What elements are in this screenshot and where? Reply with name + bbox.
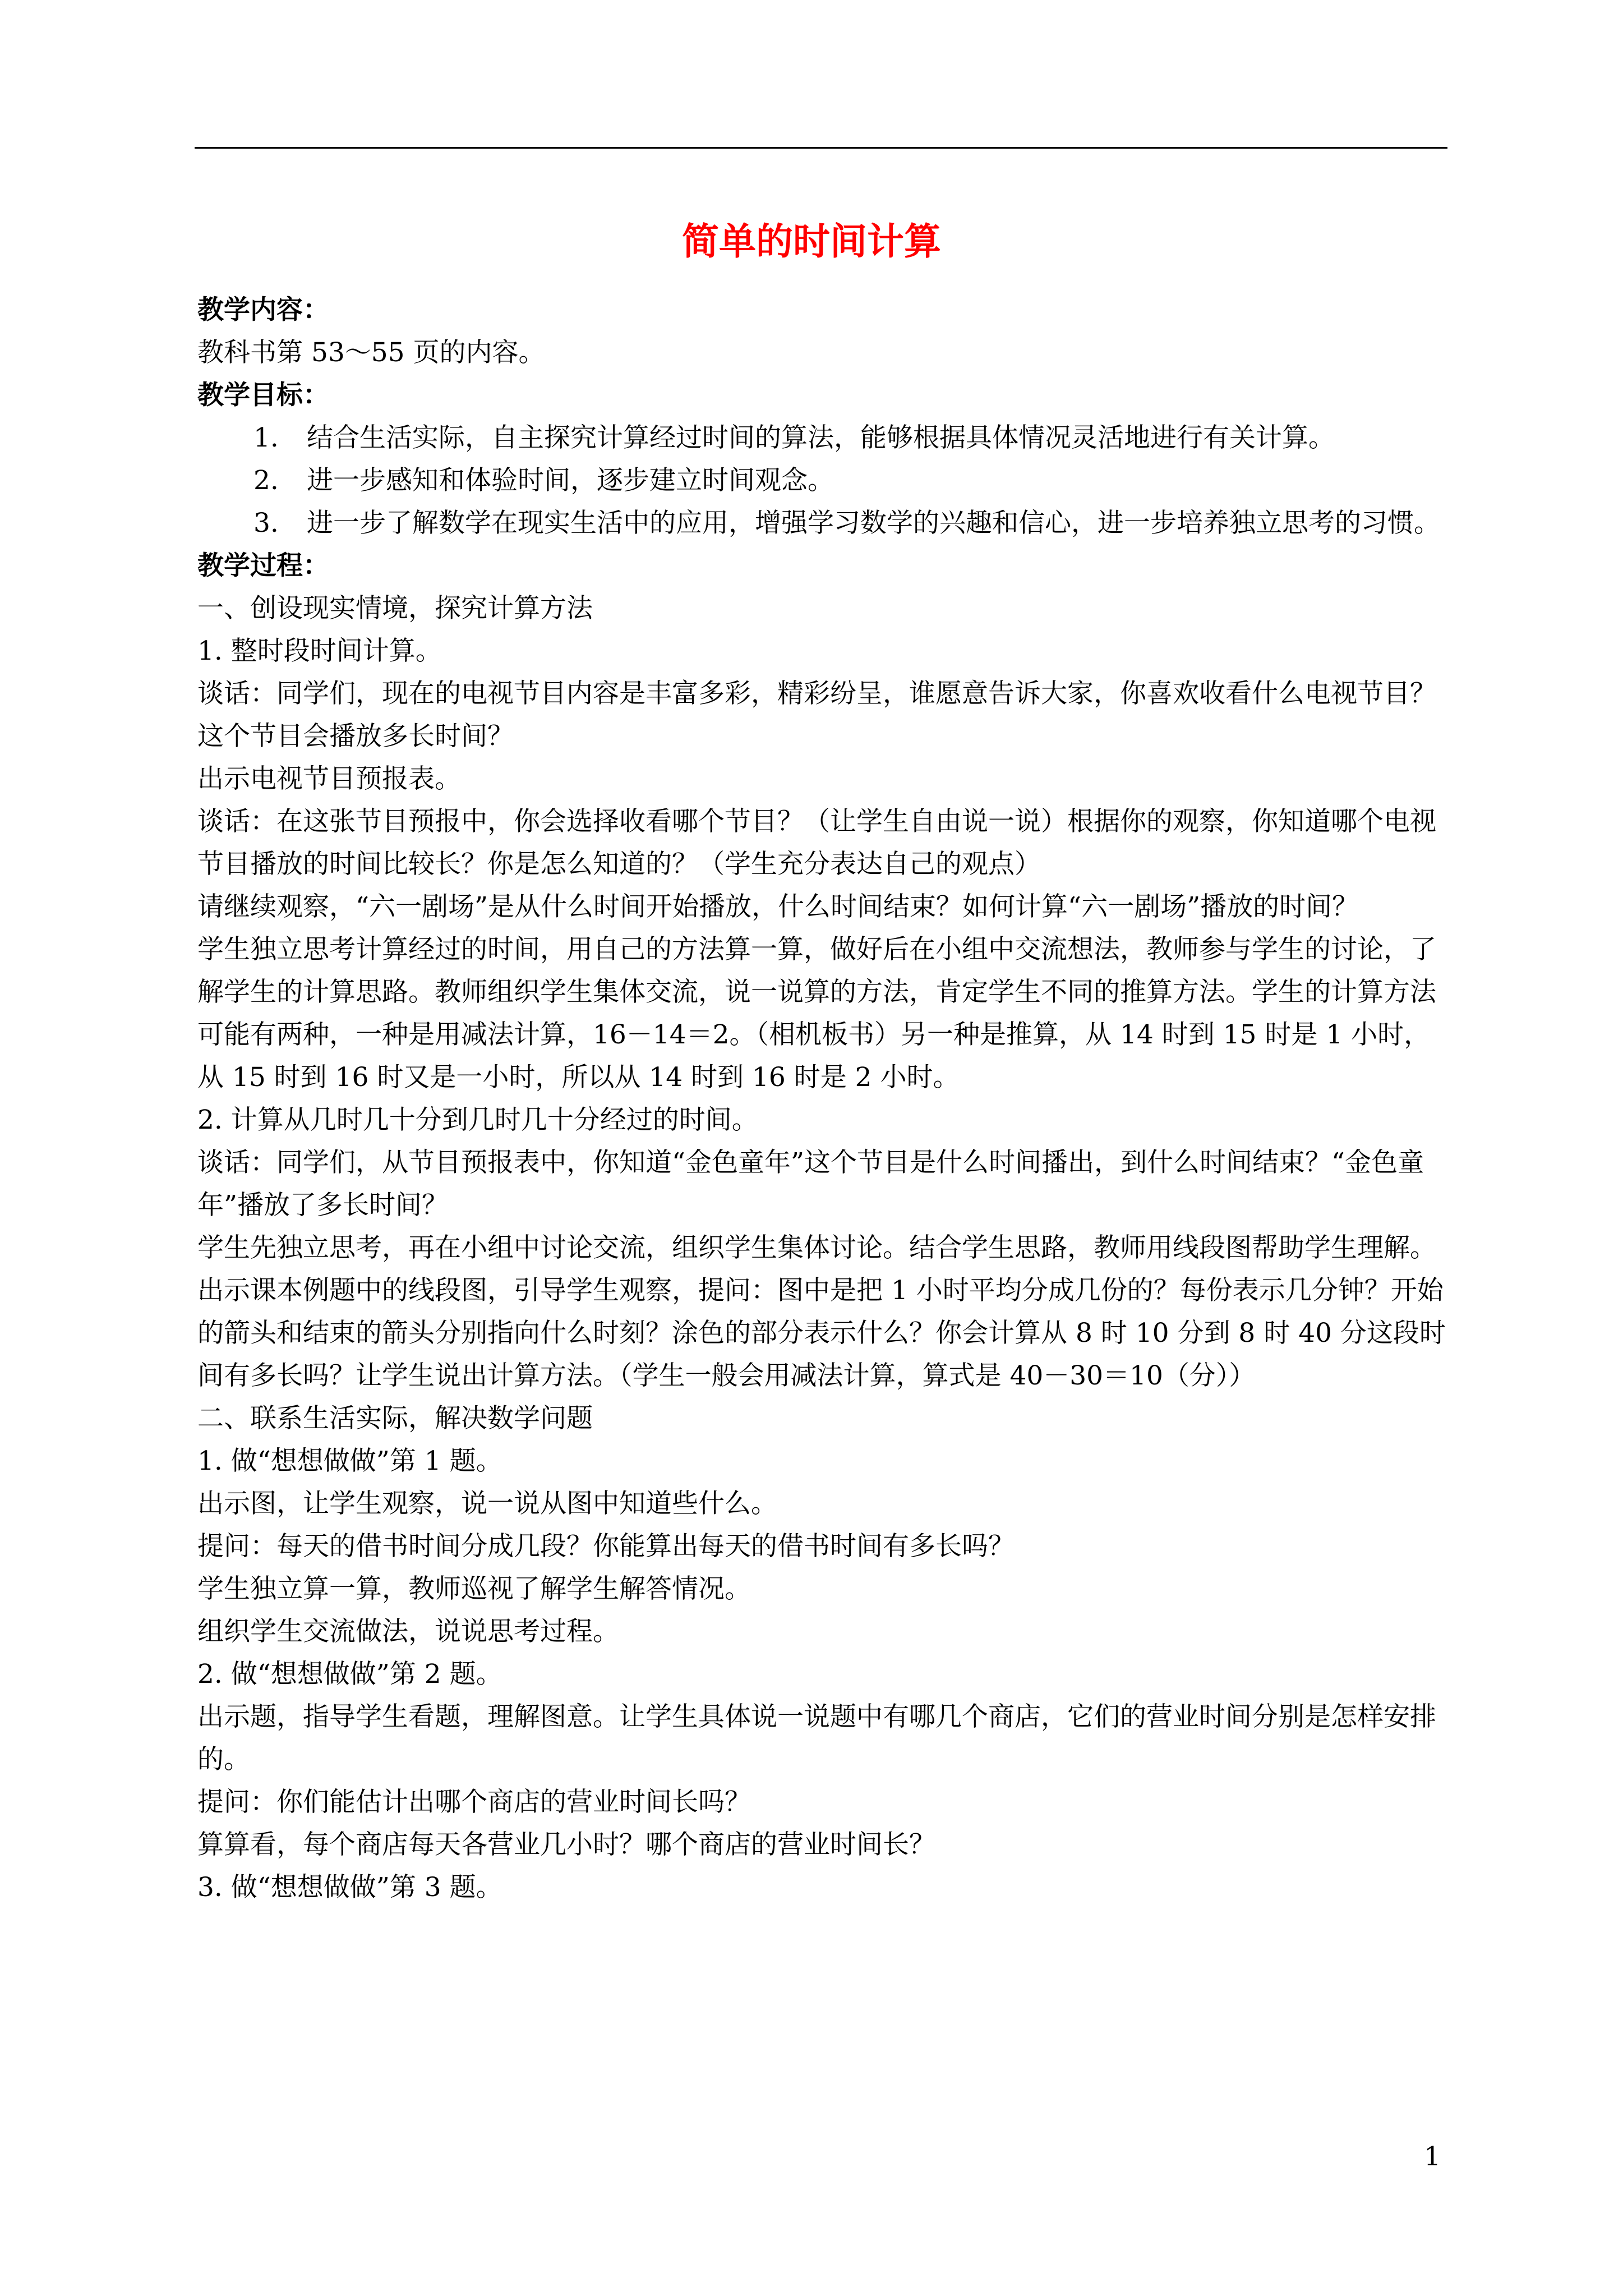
para-15: 算算看，每个商店每天各营业几小时？哪个商店的营业时间长？ xyxy=(197,1829,935,1860)
para-9: 出示图，让学生观察，说一说从图中知道些什么。 xyxy=(197,1488,777,1519)
content-heading: 教学内容： xyxy=(197,295,329,325)
goal-3-text: 进一步了解数学在现实生活中的应用，增强学习数学的兴趣和信心，进一步培养独立思考的习惯。 xyxy=(307,508,1440,539)
para-14: 提问：你们能估计出哪个商店的营业时间长吗？ xyxy=(197,1787,751,1818)
document-body xyxy=(197,289,1453,1909)
goal-2 xyxy=(197,459,1453,502)
part-2: 二、联系生活实际，解决数学问题 xyxy=(197,1403,593,1434)
para-6: 谈话：同学们，从节目预报表中，你知道“金色童年”这个节目是什么时间播出，到什么时间结束？“金色童年”播放了多长时间？ xyxy=(197,1147,1424,1221)
para-13: 出示题，指导学生看题，理解图意。让学生具体说一说题中有哪几个商店，它们的营业时间分别是怎样安排的。 xyxy=(197,1701,1436,1775)
para-12: 组织学生交流做法，说说思考过程。 xyxy=(197,1616,619,1647)
para-5: 学生独立思考计算经过的时间，用自己的方法算一算，做好后在小组中交流想法，教师参与学生的讨论，了解学生的计算思路。教师组织学生集体交流，说一说算的方法，肯定学生不同的推算方法。学生的计算方法可能有两种，一种是用减法计算，16－14＝2。（相机板书）另一种是推算，从 14 时到 15 时是 1 小时，从 15 时到 16 时又是一小时，所以从 14 时到 16 时是 2 小时。 xyxy=(197,934,1436,1093)
goal-1 xyxy=(197,417,1453,459)
step-2-3: 3. 做“想想做做”第 3 题。 xyxy=(197,1872,502,1903)
para-11: 学生独立算一算，教师巡视了解学生解答情况。 xyxy=(197,1573,751,1604)
goal-2-text: 进一步感知和体验时间，逐步建立时间观念。 xyxy=(307,465,834,496)
header-rule xyxy=(195,147,1447,149)
para-4: 请继续观察，“六一剧场”是从什么时间开始播放，什么时间结束？如何计算“六一剧场”播放的时间？ xyxy=(197,891,1359,922)
goal-3 xyxy=(197,502,1453,545)
process-heading: 教学过程： xyxy=(197,550,329,581)
para-7: 学生先独立思考，再在小组中讨论交流，组织学生集体讨论。结合学生思路，教师用线段图帮助学生理解。 xyxy=(197,1232,1436,1263)
page-number: 1 xyxy=(1424,2141,1441,2172)
para-3: 谈话：在这张节目预报中，你会选择收看哪个节目？（让学生自由说一说）根据你的观察，你知道哪个电视节目播放的时间比较长？你是怎么知道的？（学生充分表达自己的观点） xyxy=(197,806,1436,880)
para-10: 提问：每天的借书时间分成几段？你能算出每天的借书时间有多长吗？ xyxy=(197,1531,1015,1562)
document-title: 简单的时间计算 xyxy=(682,219,941,263)
content-text: 教科书第 53～55 页的内容。 xyxy=(197,337,545,368)
goal-3-number: 3. xyxy=(253,508,279,539)
step-2-1: 1. 做“想想做做”第 1 题。 xyxy=(197,1446,502,1476)
step-1-1: 1. 整时段时间计算。 xyxy=(197,636,442,666)
goal-2-number: 2. xyxy=(253,465,279,496)
step-1-2: 2. 计算从几时几十分到几时几十分经过的时间。 xyxy=(197,1105,758,1135)
para-1: 谈话：同学们，现在的电视节目内容是丰富多彩，精彩纷呈，谁愿意告诉大家，你喜欢收看什么电视节目？这个节目会播放多长时间？ xyxy=(197,678,1436,752)
goals-heading: 教学目标： xyxy=(197,380,329,411)
goal-1-number: 1. xyxy=(253,422,279,453)
para-2: 出示电视节目预报表。 xyxy=(197,763,461,794)
part-1: 一、创设现实情境，探究计算方法 xyxy=(197,593,593,624)
step-2-2: 2. 做“想想做做”第 2 题。 xyxy=(197,1659,502,1690)
goal-1-text: 结合生活实际，自主探究计算经过时间的算法，能够根据具体情况灵活地进行有关计算。 xyxy=(307,422,1335,453)
para-8: 出示课本例题中的线段图，引导学生观察，提问：图中是把 1 小时平均分成几份的？每份表示几分钟？开始的箭头和结束的箭头分别指向什么时刻？涂色的部分表示什么？你会计算从 8 时 10 分到 8 时 40 分这段时间有多长吗？让学生说出计算方法。（学生一般会用减法计算，算式是 40－30＝10（分）） xyxy=(197,1275,1446,1391)
